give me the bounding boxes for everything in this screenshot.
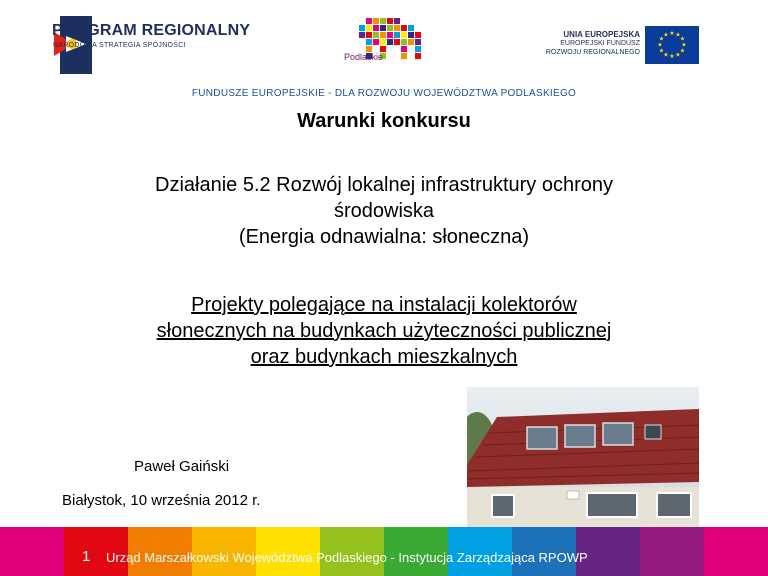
eu-fund-label-1: EUROPEJSKI FUNDUSZ — [560, 40, 640, 47]
svg-text:★: ★ — [669, 53, 675, 60]
svg-text:★: ★ — [663, 51, 669, 59]
svg-text:★: ★ — [658, 35, 665, 43]
svg-text:★: ★ — [675, 31, 681, 39]
eu-flag-icon — [645, 26, 699, 64]
svg-text:★: ★ — [681, 41, 687, 49]
svg-text:★: ★ — [663, 31, 669, 39]
bison-mosaic-icon — [340, 12, 440, 78]
footer-stripe — [640, 527, 704, 576]
svg-text:★: ★ — [669, 30, 675, 37]
podlaskie-label: Podlaskie — [344, 52, 384, 62]
page-number: 1 — [82, 548, 91, 565]
svg-text:★: ★ — [658, 47, 665, 55]
action-description — [80, 172, 688, 250]
projects-line-2: słonecznych na budynkach użyteczności publicznej — [156, 320, 612, 342]
projects-line-3: oraz budynkach mieszkalnych — [250, 346, 518, 368]
action-line-2: środowiska — [333, 200, 435, 222]
author-name: Paweł Gaiński — [134, 458, 230, 475]
footer-stripe — [704, 527, 768, 576]
projects-description — [70, 292, 698, 370]
eu-text — [540, 30, 640, 57]
svg-text:★: ★ — [679, 35, 686, 43]
eu-fund-label-2: ROZWOJU REGIONALNEGO — [545, 49, 640, 56]
program-subtitle: NARODOWA STRATEGIA SPÓJNOŚCI — [53, 42, 186, 49]
svg-text:★: ★ — [679, 47, 686, 55]
footer-text: Urząd Marszałkowski Województwa Podlaskiego - Instytucja Zarządzająca RPOWP — [106, 550, 588, 565]
program-title: PROGRAM REGIONALNY — [52, 22, 251, 39]
place-date: Białystok, 10 września 2012 r. — [62, 492, 261, 509]
svg-text:★: ★ — [675, 51, 681, 59]
slide-title: Warunki konkursu — [297, 110, 471, 132]
svg-text:★: ★ — [657, 41, 663, 49]
funds-tagline: FUNDUSZE EUROPEJSKIE - DLA ROZWOJU WOJEWÓDZTWA PODLASKIEGO — [191, 88, 577, 99]
eu-union-label: UNIA EUROPEJSKA — [563, 30, 640, 39]
projects-line-1: Projekty polegające na instalacji kolektorów — [191, 294, 577, 316]
action-line-3: (Energia odnawialna: słoneczna) — [238, 226, 530, 248]
solar-roof-photo — [467, 387, 699, 527]
action-line-1: Działanie 5.2 Rozwój lokalnej infrastruktury ochrony — [155, 174, 613, 196]
footer-stripe — [0, 527, 64, 576]
podlaskie-logo — [340, 12, 440, 78]
